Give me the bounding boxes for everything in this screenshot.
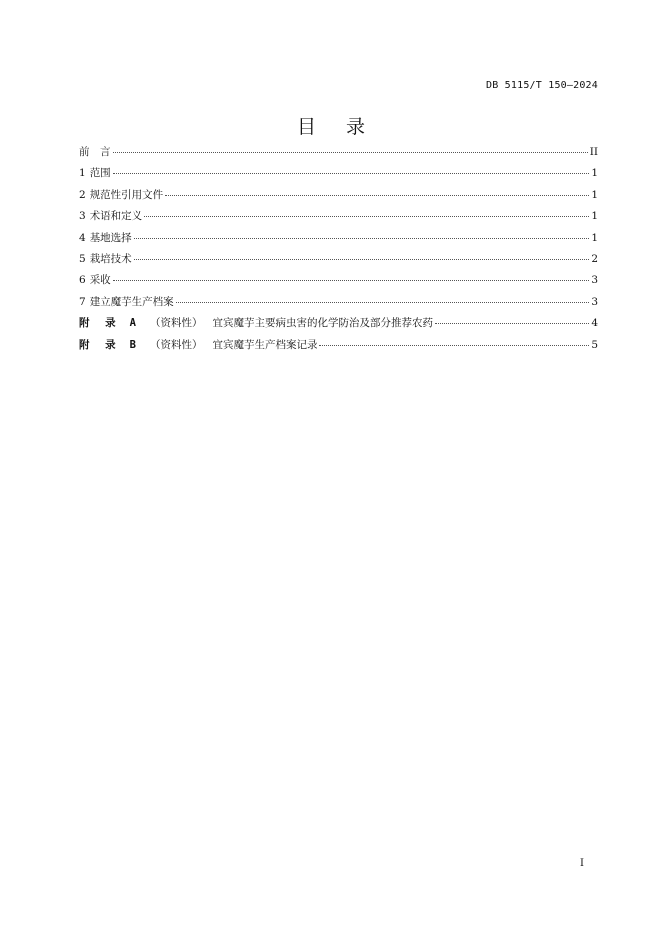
appendix-type: （资料性） bbox=[149, 317, 203, 330]
toc-entry-number: 1 bbox=[79, 167, 86, 180]
toc-entry-label: 栽培技术 bbox=[89, 252, 132, 265]
toc-entry-page: 3 bbox=[591, 295, 598, 308]
toc-leader-dots bbox=[435, 323, 589, 324]
toc-entry-label: 建立魔芋生产档案 bbox=[89, 295, 174, 308]
toc-entry-page: 3 bbox=[591, 274, 598, 287]
toc-entry-label: 前 言 bbox=[79, 146, 111, 158]
toc-entry-page: II bbox=[589, 146, 598, 158]
document-id: DB 5115/T 150—2024 bbox=[486, 80, 598, 91]
toc-entry-page: 1 bbox=[591, 210, 598, 223]
toc-entry-label: 规范性引用文件 bbox=[89, 188, 164, 201]
appendix-type: （资料性） bbox=[149, 338, 203, 351]
toc-entry-number: 3 bbox=[79, 210, 86, 223]
appendix-prefix: 附 录 bbox=[79, 338, 122, 351]
toc-entry-page: 2 bbox=[591, 252, 598, 265]
toc-entry-appendix-a[interactable] bbox=[79, 315, 598, 336]
toc-entry-cultivation[interactable] bbox=[79, 251, 598, 272]
toc-leader-dots bbox=[165, 195, 589, 196]
toc-entry-terms-definitions[interactable] bbox=[79, 208, 598, 229]
toc-leader-dots bbox=[319, 345, 589, 346]
toc-entry-scope[interactable] bbox=[79, 165, 598, 186]
toc-leader-dots bbox=[144, 216, 589, 217]
toc-entry-number: 7 bbox=[79, 295, 86, 308]
toc-entry-label: 范围 bbox=[89, 167, 111, 180]
toc-entry-label: 宜宾魔芋生产档案记录 bbox=[212, 338, 318, 351]
toc-entry-number: 6 bbox=[79, 274, 86, 287]
toc-entry-site-selection[interactable] bbox=[79, 230, 598, 251]
toc-entry-page: 1 bbox=[591, 167, 598, 180]
toc-leader-dots bbox=[176, 302, 590, 303]
toc-entry-harvest[interactable] bbox=[79, 272, 598, 293]
toc-entry-label: 基地选择 bbox=[89, 231, 132, 244]
toc-entry-page: 1 bbox=[591, 188, 598, 201]
toc-entry-number: 5 bbox=[79, 252, 86, 265]
toc-leader-dots bbox=[113, 152, 588, 153]
toc-entry-label: 术语和定义 bbox=[89, 210, 143, 223]
toc-entry-page: 5 bbox=[591, 338, 598, 351]
toc-entry-number: 4 bbox=[79, 231, 86, 244]
table-of-contents bbox=[79, 144, 598, 358]
appendix-prefix: 附 录 bbox=[79, 317, 122, 330]
toc-entry-label: 宜宾魔芋主要病虫害的化学防治及部分推荐农药 bbox=[212, 317, 433, 330]
toc-entry-normative-references[interactable] bbox=[79, 187, 598, 208]
toc-entry-label: 采收 bbox=[89, 274, 111, 287]
toc-leader-dots bbox=[113, 280, 590, 281]
toc-title: 目 录 bbox=[296, 116, 378, 138]
toc-entry-appendix-b[interactable] bbox=[79, 337, 598, 358]
toc-leader-dots bbox=[134, 238, 590, 239]
toc-entry-page: 1 bbox=[591, 231, 598, 244]
page-number: I bbox=[580, 858, 584, 869]
toc-entry-production-records[interactable] bbox=[79, 294, 598, 315]
toc-leader-dots bbox=[134, 259, 590, 260]
toc-entry-page: 4 bbox=[591, 317, 598, 330]
appendix-letter: B bbox=[129, 338, 136, 351]
toc-entry-foreword[interactable] bbox=[79, 144, 598, 165]
appendix-letter: A bbox=[129, 317, 136, 330]
toc-leader-dots bbox=[113, 173, 590, 174]
toc-entry-number: 2 bbox=[79, 188, 86, 201]
